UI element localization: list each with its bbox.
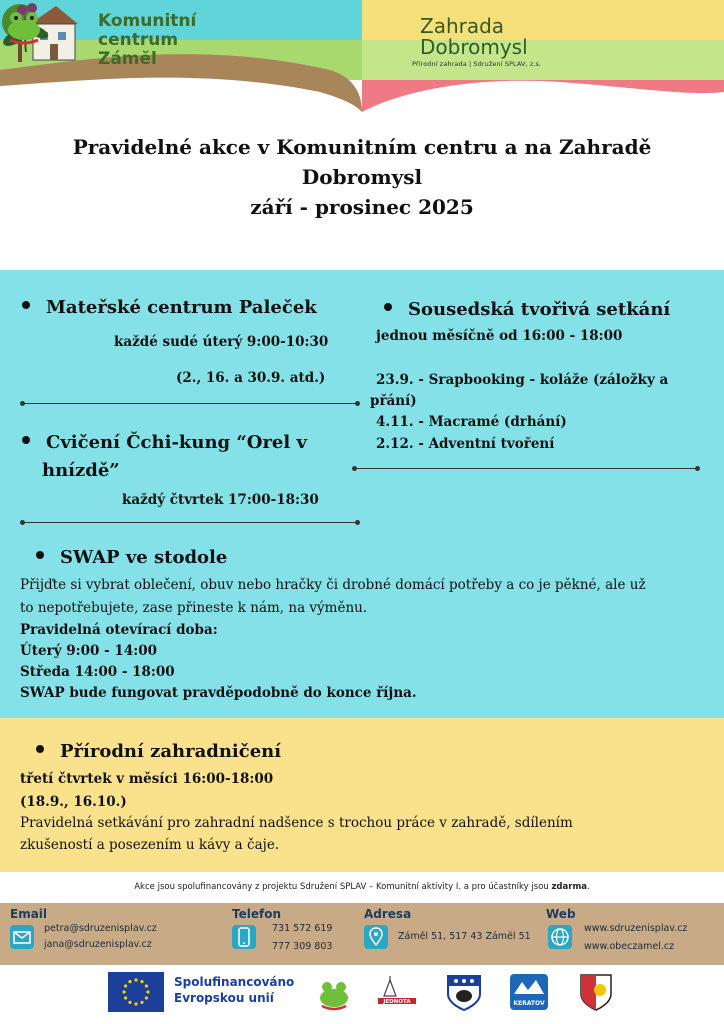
phone-icon <box>232 925 256 949</box>
zamel-coat-of-arms-icon <box>578 972 614 1012</box>
page-title-line-2: Dobromysl <box>301 165 423 189</box>
cyan-events-section <box>0 270 724 718</box>
email-jana-link[interactable]: jana@sdruzenisplav.cz <box>44 939 152 950</box>
bullet-icon <box>36 551 44 559</box>
chikung-heading-line-1: Cvičení Čchi-kung “Orel v <box>46 432 307 453</box>
page-title-line-3: září - prosinec 2025 <box>250 195 474 219</box>
frog-logo-icon <box>0 0 48 46</box>
eu-cofinance-text <box>174 974 294 1006</box>
cofinance-bold: zdarma <box>551 882 588 892</box>
palecek-when: každé sudé úterý 9:00-10:30 <box>114 334 329 350</box>
bullet-icon <box>384 303 392 311</box>
swap-hours-wednesday: Středa 14:00 - 18:00 <box>20 664 175 680</box>
chikung-when: každý čtvrtek 17:00-18:30 <box>122 492 319 508</box>
phone-label: Telefon <box>232 907 281 921</box>
eu-line-1: Spolufinancováno <box>174 975 295 989</box>
page-title-line-1: Pravidelné akce v Komunitním centru a na Zahradě <box>72 135 652 159</box>
swap-note: SWAP bude fungovat pravděpodobně do konce října. <box>20 685 417 701</box>
bullet-icon <box>22 301 30 309</box>
phone-number-1[interactable]: 731 572 619 <box>272 923 333 934</box>
garden-heading-text: Přírodní zahradničení <box>60 741 282 762</box>
sousedska-item-1-cont: přání) <box>370 393 417 409</box>
garden-heading <box>36 740 281 764</box>
address-label: Adresa <box>364 907 412 921</box>
chikung-heading-line-2: hnízdě” <box>42 460 120 481</box>
sousedska-item-1: 23.9. - Srapbooking - koláže (záložky a <box>376 372 669 388</box>
garden-desc-line-1: Pravidelná setkávání pro zahradní nadšence s trochou práce v zahradě, sdílením <box>20 815 573 831</box>
swap-heading-text: SWAP ve stodole <box>60 547 228 568</box>
swap-desc-line-1: Přijďte si vybrat oblečení, obuv nebo hračky či drobné domácí potřeby a co je pěkné, ale už <box>20 577 646 593</box>
email-petra-link[interactable]: petra@sdruzenisplav.cz <box>44 923 157 934</box>
eu-flag-icon <box>108 972 164 1012</box>
cofinance-text: Akce jsou spolufinancovány z projektu Sdružení SPLAV – Komunitní aktivity I. a pro účastníky jsou <box>134 882 552 892</box>
separator-line <box>22 522 358 523</box>
separator-line <box>354 468 698 469</box>
bullet-icon <box>36 745 44 753</box>
zahrada-dobromysl-logo-text <box>420 16 528 58</box>
header-banner <box>0 0 724 112</box>
komunitni-centrum-logo-text <box>98 12 196 69</box>
yellow-garden-section <box>0 718 724 872</box>
separator-line <box>22 403 358 404</box>
sousedska-heading <box>384 298 670 322</box>
sousedska-item-3: 2.12. - Adventní tvoření <box>376 436 555 452</box>
keratov-logo-text: KERATOV <box>513 1000 545 1007</box>
sousedska-when: jednou měsíčně od 16:00 - 18:00 <box>376 328 623 344</box>
email-label: Email <box>10 907 48 921</box>
contact-bar <box>0 903 724 965</box>
web-obeczamel-link[interactable]: www.obeczamel.cz <box>584 941 675 952</box>
kc-logo-line-3: Zámĕl <box>98 49 157 69</box>
bullet-icon <box>22 436 30 444</box>
zd-logo-line-1: Zahrada <box>420 14 505 38</box>
partner-logos-strip <box>0 966 724 1024</box>
sousedska-heading-text: Sousedská tvořivá setkání <box>408 299 671 320</box>
page-title <box>0 132 724 222</box>
garden-dates: (18.9., 16.10.) <box>20 794 127 810</box>
eu-line-2: Evropskou unií <box>174 991 274 1005</box>
garden-desc-line-2: zkušeností a posezením u kávy a čaje. <box>20 837 280 853</box>
address-text: Zámĕl 51, 517 43 Zámĕl 51 <box>398 931 531 942</box>
phone-number-2[interactable]: 777 309 803 <box>272 941 333 952</box>
kc-logo-line-2: centrum <box>98 30 179 50</box>
palecek-heading <box>22 296 317 320</box>
sousedska-item-2: 4.11. - Macramé (drhání) <box>376 414 567 430</box>
kc-logo-line-1: Komunitní <box>98 11 197 31</box>
cofinance-note <box>0 882 724 892</box>
location-pin-icon <box>364 925 388 949</box>
zd-logo-line-2: Dobromysl <box>420 35 528 59</box>
chikung-heading <box>22 431 307 455</box>
sokol-crest-logo-icon <box>444 972 484 1012</box>
palecek-dates: (2., 16. a 30.9. atd.) <box>176 370 326 386</box>
garden-when: třetí čtvrtek v měsíci 16:00-18:00 <box>20 771 274 787</box>
web-sdruzenisplav-link[interactable]: www.sdruzenisplav.cz <box>584 923 688 934</box>
zahrada-subtitle: Přírodní zahrada | Sdružení SPLAV, z.s. <box>412 60 542 68</box>
globe-icon <box>548 925 572 949</box>
palecek-heading-text: Mateřské centrum Paleček <box>46 297 317 318</box>
frog-partner-logo-icon <box>314 972 354 1012</box>
cofinance-end: . <box>587 882 590 892</box>
email-icon <box>10 925 34 949</box>
swap-desc-line-2: to nepotřebujete, zase přineste k nám, na výměnu. <box>20 600 368 616</box>
jednota-logo-icon <box>374 972 420 1012</box>
keratov-logo-icon <box>508 972 550 1012</box>
swap-hours-label: Pravidelná otevírací doba: <box>20 622 218 638</box>
web-label: Web <box>546 907 576 921</box>
jednota-logo-text: JEDNOTA <box>383 999 411 1005</box>
swap-heading <box>36 546 227 570</box>
swap-hours-tuesday: Úterý 9:00 - 14:00 <box>20 643 157 659</box>
